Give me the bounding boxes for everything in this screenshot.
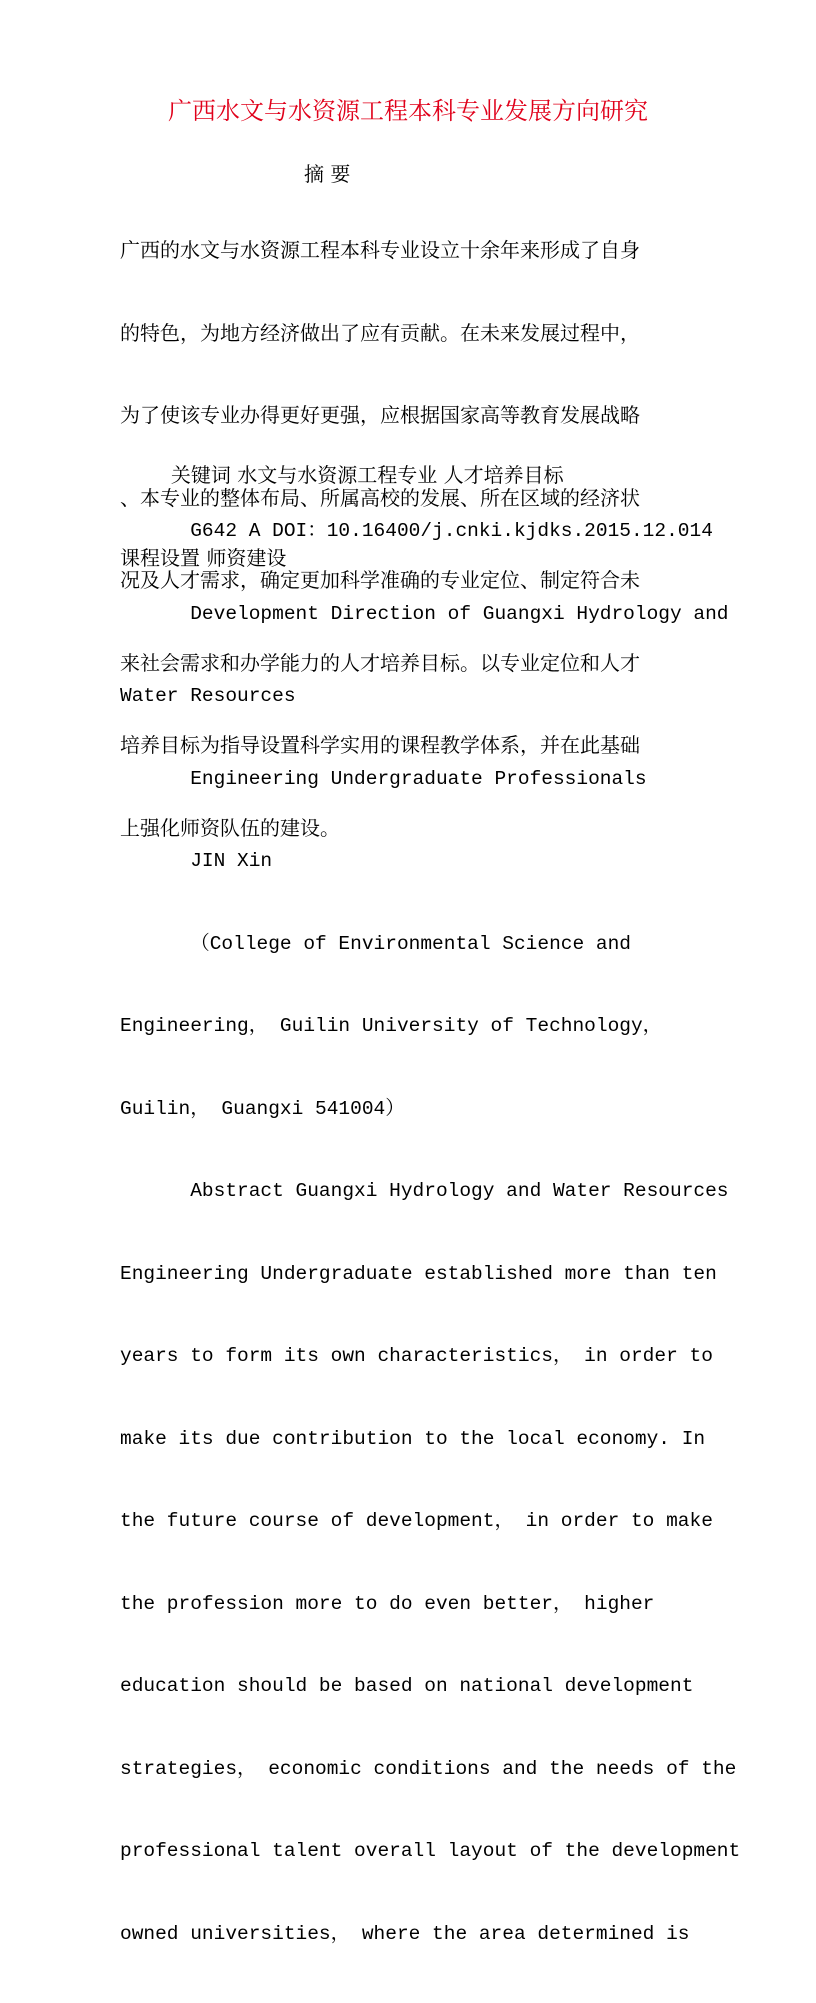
abstract-en-line: make its due contribution to the local economy. In (120, 1427, 706, 1450)
abstract-en-line: the future course of development， in order to make (120, 1510, 713, 1532)
english-title-line: Water Resources (120, 685, 296, 707)
keywords-line: 关键词 水文与水资源工程专业 人才培养目标 (120, 463, 564, 487)
abstract-en-line: professional talent overall layout of the development (120, 1840, 741, 1862)
affiliation-line: Engineering， Guilin University of Technology， (120, 1015, 663, 1037)
abstract-en-line: Engineering Undergraduate established more than ten (120, 1262, 717, 1285)
abstract-heading: 摘 要 (304, 162, 351, 186)
abstract-en-line: the profession more to do even better， higher (120, 1592, 655, 1615)
english-title-line: Development Direction of Guangxi Hydrology and (120, 602, 729, 625)
keywords-line: 课程设置 师资建设 (120, 545, 287, 570)
abstract-line: 来社会需求和办学能力的人才培养目标。以专业定位和人才 (120, 650, 640, 675)
abstract-en-line: Abstract Guangxi Hydrology and Water Resources (120, 1180, 729, 1202)
abstract-line: 、本专业的整体布局、所属高校的发展、所在区域的经济状 (120, 485, 640, 510)
english-title-line: Engineering Undergraduate Professionals (120, 767, 647, 790)
abstract-en-line: owned universities， where the area determined is (120, 1922, 690, 1945)
abstract-en-line: years to form its own characteristics， in order to (120, 1345, 713, 1367)
abstract-line: 上强化师资队伍的建设。 (120, 815, 340, 840)
affiliation-line: （College of Environmental Science and (120, 932, 631, 955)
document-title: 广西水文与水资源工程本科专业发展方向研究 (168, 97, 648, 125)
abstract-en-line: education should be based on national development (120, 1675, 694, 1697)
affiliation-line: Guilin， Guangxi 541004） (120, 1097, 405, 1120)
abstract-en-line: strategies， economic conditions and the needs of the (120, 1757, 737, 1780)
abstract-line: 为了使该专业办得更好更强，应根据国家高等教育发展战略 (120, 403, 640, 427)
classification-line: G642 A DOI：10.16400/j.cnki.kjdks.2015.12.014 (120, 520, 713, 542)
author-line: JIN Xin (120, 850, 273, 872)
abstract-line: 培养目标为指导设置科学实用的课程教学体系，并在此基础 (120, 733, 640, 757)
abstract-line: 况及人才需求，确定更加科学准确的专业定位、制定符合未 (120, 568, 640, 592)
abstract-line: 的特色，为地方经济做出了应有贡献。在未来发展过程中， (120, 320, 640, 345)
abstract-line: 广西的水文与水资源工程本科专业设立十余年来形成了自身 (120, 238, 640, 262)
english-section (120, 463, 741, 2003)
